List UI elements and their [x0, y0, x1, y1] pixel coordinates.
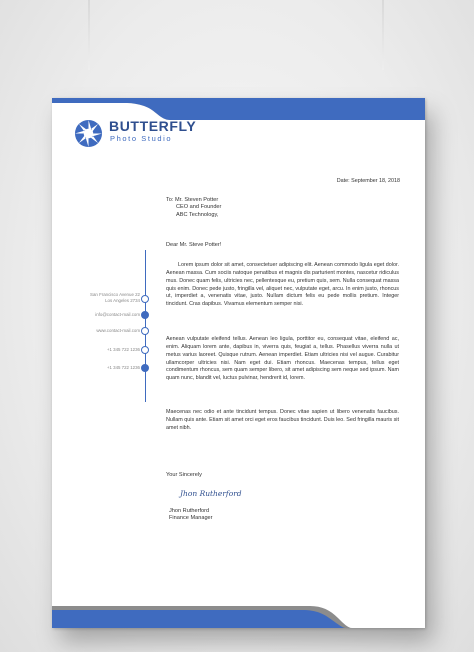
contact-address — [90, 292, 140, 304]
location-icon — [141, 295, 149, 303]
contact-website: www.contact-mail.com — [96, 328, 140, 333]
phone-icon — [141, 346, 149, 354]
hanging-wire — [382, 0, 384, 70]
body-paragraph-2: Aenean vulputate eleifend tellus. Aenean leo ligula, porttitor eu, consequat vitae, eleifend ac, enim. Aliquam lorem ante, dapibus in, viverra quis, feugiat a, tellus. Phasellus viverra nulla ut metus varius laoreet. Quisque rutrum. Aenean imperdiet. Etiam ultricies nisi vel augue. Curabitur ullamcorper ultricies nisi. Nam eget dui. Etiam rhoncus. Maecenas tempus, tellus eget condimentum rhoncus, sem quam semper libero, sit amet adipiscing sem neque sed ipsum. Nam quam nunc, blandit vel, luctus pulvinar, hendrerit id, lorem. — [166, 336, 399, 382]
closing: Your Sincerely — [166, 472, 202, 478]
email-icon — [141, 311, 149, 319]
brand-name: BUTTERFLY — [109, 118, 197, 134]
top-band — [52, 98, 425, 120]
bottom-band — [52, 600, 425, 628]
signature: Jhon Rutherford — [180, 489, 242, 498]
signer-title: Finance Manager — [169, 515, 213, 522]
address-line-2: Los Angeles 2734 — [105, 298, 140, 303]
recipient-title: CEO and Founder — [176, 204, 222, 211]
body-paragraph-1: Lorem ipsum dolor sit amet, consectetuer adipiscing elit. Aenean commodo ligula eget dolor. Aenean massa. Cum sociis natoque penatibus et magnis dis parturient montes, nascetur ridiculus mus. Donec quam felis, ultricies nec, pellentesque eu, pretium quis, sem. Nulla consequat massa quis enim. Donec pede justo, fringilla vel, aliquet nec, vulputate eget, arcu. In enim justo, rhoncus ut, imperdiet a, venenatis vitae, justo. Nullam dictum felis eu pede mollis pretium. Integer tincidunt. Cras dapibus. Vivamus elementum semper nisi. — [166, 262, 399, 308]
signer-name: Jhon Rutherford — [169, 508, 210, 514]
letterhead-page — [52, 98, 425, 628]
fax-icon — [141, 364, 149, 372]
signer-block — [169, 508, 213, 523]
butterfly-logo-icon — [74, 119, 103, 148]
salutation: Dear Mr. Steve Potter! — [166, 242, 222, 248]
contact-email: info@contact-mail.com — [95, 312, 140, 317]
recipient-block — [166, 197, 221, 219]
contact-divider — [145, 250, 146, 402]
address-line-1: San Francisco Avenue 22 — [90, 292, 140, 297]
contact-phone-2: +1 345 722 1236 — [106, 365, 140, 370]
contact-phone-1: +1 345 722 1236 — [106, 347, 140, 352]
letter-date: Date: September 18, 2018 — [336, 178, 400, 184]
brand-subtitle: Photo Studio — [110, 134, 173, 143]
body-paragraph-3: Maecenas nec odio et ante tincidunt tempus. Donec vitae sapien ut libero venenatis faucibus. Nullam quis ante. Etiam sit amet orci eget eros faucibus tincidunt. Duis leo. Sed fringilla mauris sit amet nibh. — [166, 409, 399, 431]
globe-icon — [141, 327, 149, 335]
recipient-to: To: Mr. Steven Potter — [166, 197, 219, 203]
recipient-company: ABC Technology, — [176, 211, 219, 218]
hanging-wire — [88, 0, 90, 70]
